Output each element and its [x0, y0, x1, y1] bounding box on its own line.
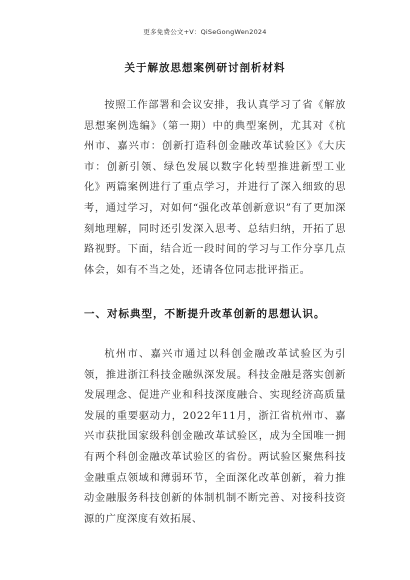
section-heading: 一、对标典型，不断提升改革创新的思想认识。 — [84, 308, 326, 320]
watermark-text: 更多免费公文+V：QiSeGongWen2024 — [143, 28, 267, 36]
intro-paragraph: 按照工作部署和会议安排，我认真学习了省《解放思想案例选编》（第一期）中的典型案例，尤其对《杭州市、嘉兴市：创新打造科创金融改革试验区》《大庆市：创新引领、绿色发展以数字化转型推进新型工业化》两篇案例进行了重点学习，并进行了深入细致的思考，通过学习，对如何“强化改革创新意识”有了更加深刻地理解，同时还引发深入思考、总结归纳，开拓了思路视野。下面，结合近一段时间的学习与工作分享几点体会，如有不当之处，还请各位同志批评指正。 — [84, 100, 346, 276]
section-body-paragraph: 杭州市、嘉兴市通过以科创金融改革试验区为引领，推进浙江科技金融纵深发展。科技金融是落实创新发展理念、促进产业和科技深度融合、实现经济高质量发展的重要驱动力，2022年11月，浙江省杭州市、嘉兴市获批国家级科创金融改革试验区，成为全国唯一拥有两个科创金融改革试验区的省份。两试验区聚焦科技金融重点领域和薄弱环节，全面深化改革创新，着力推动金融服务科技创新的体制机制不断完善、对接科技资源的广度深度有效拓展、 — [84, 349, 346, 525]
document-title: 关于解放思想案例研讨剖析材料 — [124, 62, 286, 74]
